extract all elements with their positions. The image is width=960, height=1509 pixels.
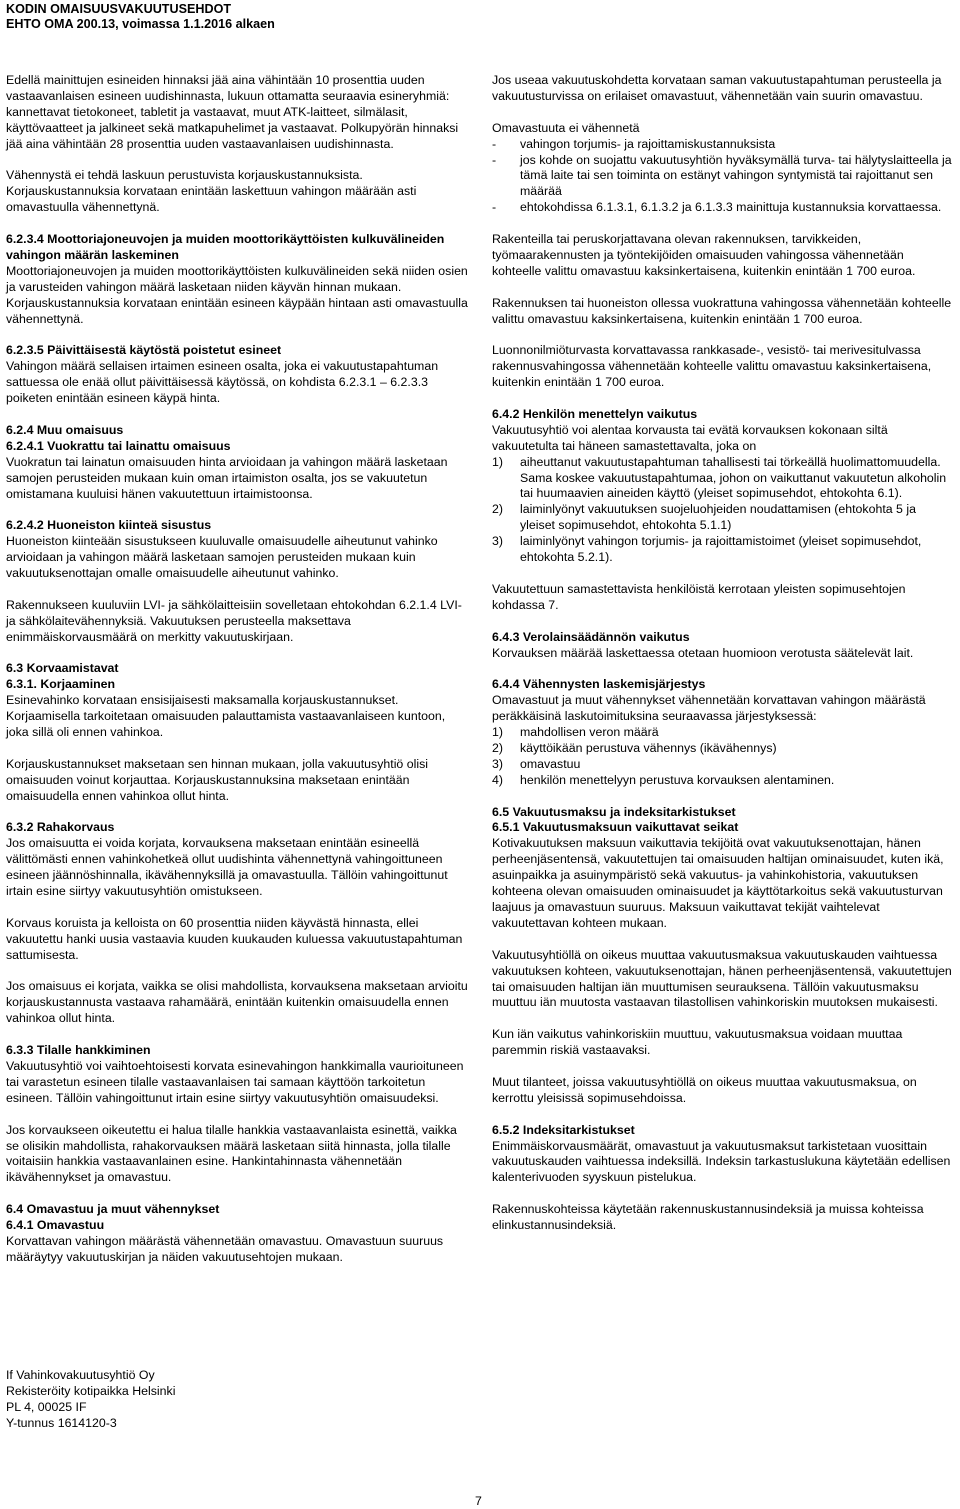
paragraph: Huoneiston kiinteään sisustukseen kuuluvalle omaisuudelle aiheutunut vahinko arvioidaan ja vahingon määrä lasketaan samojen perusteiden mukaan kuin vakuutuksenottajan omalle omaisuudelle aiheutunut vahinko. bbox=[6, 534, 438, 581]
paragraph: Jos omaisuutta ei voida korjata, korvauksena maksetaan enintään esineellä välittömästi ennen vahinkohetkeä ollut uudishinta vähennettynä vahingoittuneen esineen jäännöshinnalla, ikävähennyksillä ja omavastuulla. Tällöin vahingoittunut irtain esine siirtyy vakuutusyhtiön omistukseen. bbox=[6, 836, 448, 899]
business-id: Y-tunnus 1614120-3 bbox=[6, 1415, 117, 1430]
list-item-text: aiheuttanut vakuutustapahtuman tahallisesti tai törkeällä huolimattomuudella. Sama koskee vakuutustapahtumaa, johon on vaikuttanut vakuutetun alkoholin tai huumaavien aineiden käyttö (yleiset sopimusehdot, ehtokohta 6.1). bbox=[520, 454, 947, 501]
paragraph: Enimmäiskorvausmäärät, omavastuut ja vakuutusmaksut tarkistetaan vuosittain vakuutuskauden vaihtuessa indeksillä. Indeksin tarkastuslukuna käytetään edellisen kalenterivuoden syyskuun pistelukua. bbox=[492, 1138, 951, 1185]
list-item-text: laiminlyönyt vahingon torjumis- ja rajoittamistoimet (yleiset sopimusehdot, ehtokohta 5.2.1). bbox=[520, 534, 922, 565]
section-heading: 6.2.4.2 Huoneiston kiinteä sisustus bbox=[6, 518, 212, 533]
dash-marker: - bbox=[492, 136, 497, 151]
paragraph: Vakuutusyhtiö voi vaihtoehtoisesti korvata esinevahingon hankkimalla vaurioituneen tai varastetun esineen tilalle vastaavanlaisen tai samaan käyttöön tarkoitetun esineen. Tällöin vahingoittunut irtain esine siirtyy vakuutusyhtiön omaisuudeksi. bbox=[6, 1059, 464, 1105]
paragraph: Esinevahinko korvataan ensisijaisesti maksamalla korjauskustannukset. Korjaamisella tarkoitetaan omaisuuden palauttamista vastaavanlaiseen kuntoon, joka sillä oli ennen vahinkoa. bbox=[6, 693, 446, 740]
paragraph: Kotivakuutuksen maksuun vaikuttavia tekijöitä ovat vakuutuksenottajan, hänen perheenjäsentensä, vakuutettujen tai omaisuuden haltijan ominaisuudet, kuten ikä, asuinpaikka ja asuinympäristö sekä vakuutus- ja vahinkohistoria, vakuutuksen kohteena olevan omaisuuden ominaisuudet ja käyttötarkoitus sekä vakuutusturvan laajuus ja omavastuun suuruus. Maksuun vaikuttavat tekijät vaihtelevat vakuutettavan kohteen mukaan. bbox=[492, 836, 944, 930]
list-item bbox=[492, 725, 954, 741]
paragraph: Omavastuuta ei vähennetä bbox=[492, 120, 640, 135]
section-heading: 6.4 Omavastuu ja muut vähennykset bbox=[6, 1202, 220, 1217]
paragraph: Rakennuksen tai huoneiston ollessa vuokrattuna vahingossa vähennetään kohteelle valittu omavastuu kaksinkertaisena, kuitenkin enintään 1 700 euroa. bbox=[492, 295, 952, 326]
right-column bbox=[492, 73, 954, 1250]
paragraph: Vakuutusyhtiöllä on oikeus muuttaa vakuutusmaksua vakuutuskauden vaihtuessa vakuutuksen kohteen, vakuutuksenottajan, hänen perheenjäsentensä, vakuutettujen tai omaisuuden haltijan iän muuttumisen seurauksena. Tällöin vakuutusmaksu muuttuu iän muutosta vastaavan tilastollisen vahinkoriskin muutoksen mukaisesti. bbox=[492, 947, 952, 1010]
section-heading: 6.4.3 Verolainsäädännön vaikutus bbox=[492, 629, 690, 644]
company-domicile: Rekisteröity kotipaikka Helsinki bbox=[6, 1383, 176, 1398]
paragraph: Jos useaa vakuutuskohdetta korvataan saman vakuutustapahtuman perusteella ja vakuutusturvissa on erilaiset omavastuut, vähennetään vain suurin omavastuu. bbox=[492, 73, 942, 103]
list-item-text: jos kohde on suojattu vakuutusyhtiön hyväksymällä turva- tai hälytyslaitteella ja tämä laite tai sen toiminta on estänyt vahingon syntymistä tai rajoittanut sen määrää bbox=[520, 152, 952, 199]
document-header bbox=[6, 2, 275, 31]
list-number: 2) bbox=[492, 740, 503, 755]
list-number: 1) bbox=[492, 725, 503, 740]
section-heading: 6.3.2 Rahakorvaus bbox=[6, 820, 115, 835]
list-item-text: vahingon torjumis- ja rajoittamiskustannuksista bbox=[520, 136, 776, 151]
list-item-text: henkilön menettelyyn perustuva korvauksen alentaminen. bbox=[520, 772, 835, 787]
list-item-text: ehtokohdissa 6.1.3.1, 6.1.3.2 ja 6.1.3.3 mainittuja kustannuksia korvattaessa. bbox=[520, 200, 942, 215]
list-number: 4) bbox=[492, 772, 503, 787]
list-item bbox=[492, 153, 954, 201]
paragraph: Moottoriajoneuvojen ja muiden moottorikäyttöisten kulkuvälineiden sekä niiden osien ja varusteiden vahingon määrä lasketaan niiden käyvän hinnan mukaan. Korjauskustannuksia korvataan enintään esineen käypään hintaan asti omavastuulla vähennettynä. bbox=[6, 263, 468, 326]
section-heading: 6.5.1 Vakuutusmaksuun vaikuttavat seikat bbox=[492, 820, 739, 835]
section-heading: 6.3 Korvaamistavat bbox=[6, 661, 119, 676]
paragraph: Korvaus koruista ja kelloista on 60 prosenttia niiden käyvästä hinnasta, ellei vakuutettu hanki uusia vastaavia kuuden kuukauden kuluessa vakuutustapahtuman sattumisesta. bbox=[6, 915, 463, 962]
section-heading: 6.3.1. Korjaaminen bbox=[6, 677, 116, 692]
paragraph: Jos korvaukseen oikeutettu ei halua tilalle hankkia vastaavanlaista esinettä, vaikka se olisikin mahdollista, rahakorvauksen määrä lasketaan siitä hinnasta, jolla tilalle voitaisiin hankkia vastaavanlainen esine. Hankintahinnasta vähennetään ikävähennykset ja omavastuu. bbox=[6, 1122, 457, 1185]
paragraph: Korjauskustannukset maksetaan sen hinnan mukaan, jolla vakuutusyhtiö olisi omaisuuden voinut korjauttaa. Korjauskustannuksina maksetaan enintään omaisuudella ennen vahinkoa ollut hinta. bbox=[6, 756, 428, 803]
paragraph: Vuokratun tai lainatun omaisuuden hinta arvioidaan ja vahingon määrä lasketaan samojen perusteiden mukaan kuin oman irtaimiston osalta, jos se vakuutetun omistamana kuuluisi hänen vakuutettuun irtaimistoonsa. bbox=[6, 454, 448, 501]
section-heading: 6.5.2 Indeksitarkistukset bbox=[492, 1122, 635, 1137]
company-footer bbox=[6, 1368, 175, 1432]
list-item bbox=[492, 757, 954, 773]
left-column bbox=[6, 73, 468, 1282]
section-heading: 6.4.1 Omavastuu bbox=[6, 1218, 105, 1233]
list-item bbox=[492, 502, 954, 534]
paragraph: Vakuutettuun samastettavista henkilöistä kerrotaan yleisten sopimusehtojen kohdassa 7. bbox=[492, 581, 906, 612]
list-number: 3) bbox=[492, 756, 503, 771]
paragraph: Vakuutusyhtiö voi alentaa korvausta tai evätä korvauksen kokonaan siltä vakuutetulta tai häneen samastettavalta, joka on bbox=[492, 422, 888, 453]
list-item bbox=[492, 455, 954, 503]
section-heading: 6.4.4 Vähennysten laskemisjärjestys bbox=[492, 677, 706, 692]
list-item bbox=[492, 773, 954, 789]
list-number: 3) bbox=[492, 534, 503, 549]
list-item-text: käyttöikään perustuva vähennys (ikävähennys) bbox=[520, 740, 777, 755]
section-heading: 6.3.3 Tilalle hankkiminen bbox=[6, 1043, 151, 1058]
paragraph: Vähennystä ei tehdä laskuun perustuvista korjauskustannuksista. Korjauskustannuksia korvataan enintään laskettuun vahingon määrään asti omavastuulla vähennettynä. bbox=[6, 168, 417, 215]
list-item bbox=[492, 200, 954, 216]
section-heading: 6.2.3.4 Moottoriajoneuvojen ja muiden moottorikäyttöisten kulkuvälineiden vahingon määrän laskeminen bbox=[6, 232, 445, 262]
paragraph: Omavastuut ja muut vähennykset vähennetään korvattavan vahingon määrästä peräkkäisinä laskutoimituksina seuraavassa järjestyksessä: bbox=[492, 693, 926, 724]
company-address: PL 4, 00025 IF bbox=[6, 1399, 87, 1414]
section-heading: 6.5 Vakuutusmaksu ja indeksitarkistukset bbox=[492, 804, 736, 819]
list-item bbox=[492, 534, 954, 566]
list-item bbox=[492, 741, 954, 757]
paragraph: Vahingon määrä sellaisen irtaimen esineen osalta, joka ei vakuutustapahtuman sattuessa ole enää ollut päivittäisessä käytössä, on kohdista 6.2.3.1 – 6.2.3.3 poiketen enintään esineen käypä hinta. bbox=[6, 359, 439, 406]
section-heading: 6.4.2 Henkilön menettelyn vaikutus bbox=[492, 406, 698, 421]
list-number: 2) bbox=[492, 502, 503, 517]
paragraph: Kun iän vaikutus vahinkoriskiin muuttuu, vakuutusmaksua voidaan muuttaa paremmin riskiä vastaavaksi. bbox=[492, 1027, 903, 1058]
list-number: 1) bbox=[492, 454, 503, 469]
paragraph: Jos omaisuus ei korjata, vaikka se olisi mahdollista, korvauksena maksetaan arvioitu korjauskustannusta vastaava rahamäärä, enintään kuitenkin omaisuudella ennen vahinkoa ollut hinta. bbox=[6, 979, 468, 1026]
paragraph: Korvattavan vahingon määrästä vähennetään omavastuu. Omavastuun suuruus määräytyy vakuutuskirjan ja näiden vakuutusehtojen mukaan. bbox=[6, 1233, 444, 1264]
list-item-text: mahdollisen veron määrä bbox=[520, 725, 659, 740]
paragraph: Luonnonilmiöturvasta korvattavassa rankkasade-, vesistö- tai merivesitulvassa rakennusvahingossa vähennetään kohteelle valittu omavastuu kaksinkertaisena, kuitenkin enintään 1 700 euroa. bbox=[492, 343, 932, 390]
company-name: If Vahinkovakuutusyhtiö Oy bbox=[6, 1368, 155, 1382]
paragraph: Edellä mainittujen esineiden hinnaksi jää aina vähintään 10 prosenttia uuden vastaavanlaisen esineen uudishinnasta, lukuun ottamatta seuraavia esineryhmiä: kannettavat tietokoneet, tabletit ja vastaavat, muut ATK-laitteet, silmälasit, käyttövaatteet ja jalkineet sekä matkapuhelimet ja vastaavat. Polkupyörän hinnaksi jää aina vähintään 28 prosenttia uuden vastaavanlaisen uudishinnasta. bbox=[6, 73, 459, 151]
dash-marker: - bbox=[492, 152, 497, 167]
list-item-text: omavastuu bbox=[520, 756, 581, 771]
section-heading: 6.2.4.1 Vuokrattu tai lainattu omaisuus bbox=[6, 438, 231, 453]
paragraph: Rakenteilla tai peruskorjattavana olevan rakennuksen, tarvikkeiden, työmaarakennusten ja työntekijöiden omaisuuden vahingossa vähennetään kohteelle valittu omavastuu kaksinkertaisena, kuitenkin enintään 1 700 euroa. bbox=[492, 232, 916, 278]
document-title: KODIN OMAISUUSVAKUUTUSEHDOT bbox=[6, 2, 232, 16]
page-number: 7 bbox=[475, 1494, 482, 1508]
paragraph: Muut tilanteet, joissa vakuutusyhtiöllä on oikeus muuttaa vakuutusmaksua, on kerrottu yleisissä sopimusehdoissa. bbox=[492, 1074, 917, 1105]
document-version: EHTO OMA 200.13, voimassa 1.1.2016 alkaen bbox=[6, 16, 275, 31]
section-heading: 6.2.4 Muu omaisuus bbox=[6, 422, 124, 437]
section-heading: 6.2.3.5 Päivittäisestä käytöstä poistetut esineet bbox=[6, 343, 282, 358]
list-item-text: laiminlyönyt vakuutuksen suojeluohjeiden noudattamisen (ehtokohta 5 ja yleiset sopimusehdot, ehtokohta 5.1.1) bbox=[520, 502, 916, 533]
paragraph: Rakennukseen kuuluviin LVI- ja sähkölaitteisiin sovelletaan ehtokohdan 6.2.1.4 LVI- ja sähkölaitevähennyksiä. Vakuutuksen perusteella maksettava enimmäiskorvausmäärä on merkitty vakuutuskirjaan. bbox=[6, 597, 462, 644]
paragraph: Korvauksen määrää laskettaessa otetaan huomioon verotusta säätelevät lait. bbox=[492, 645, 914, 660]
dash-marker: - bbox=[492, 200, 497, 215]
list-item bbox=[492, 137, 954, 153]
paragraph: Rakennuskohteissa käytetään rakennuskustannusindeksiä ja muissa kohteissa elinkustannusindeksiä. bbox=[492, 1202, 924, 1233]
